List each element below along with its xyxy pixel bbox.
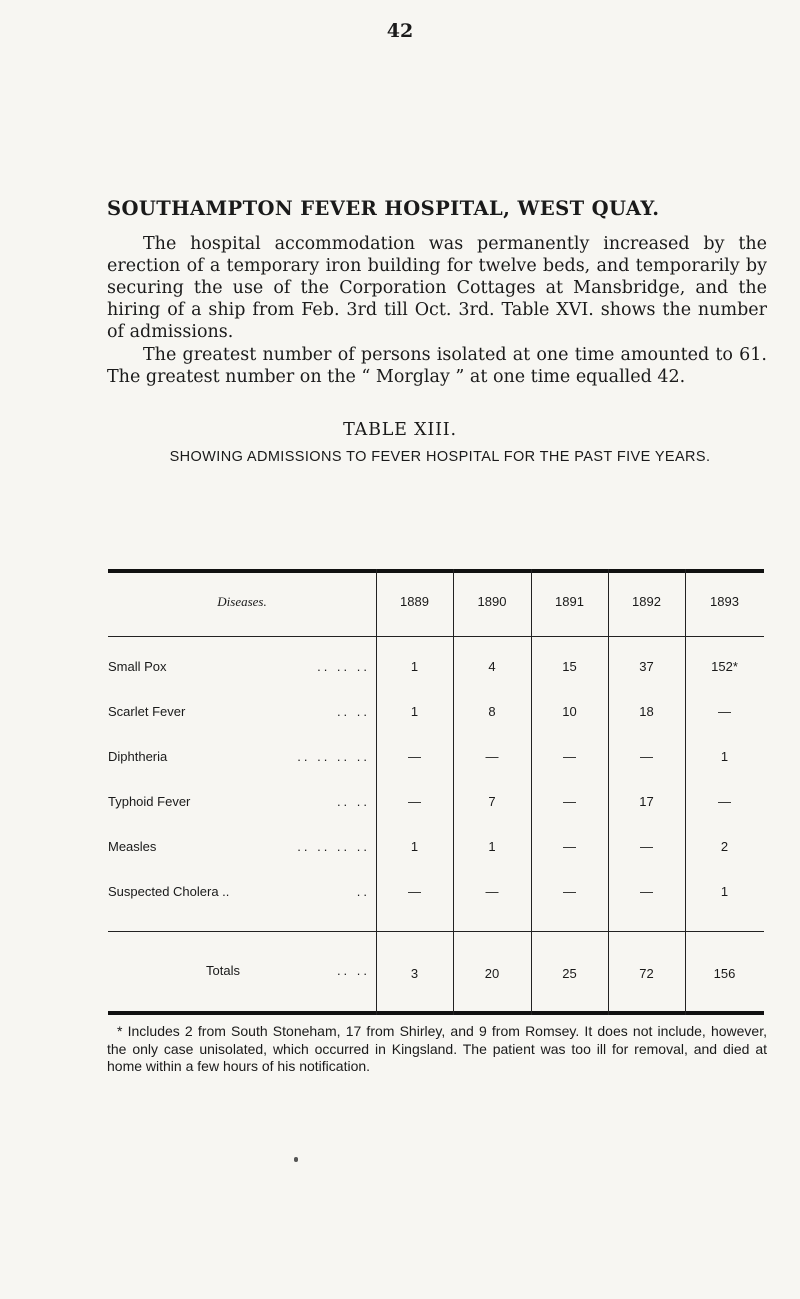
table-bottom-rule [108, 1011, 764, 1015]
totals-cell: 72 [639, 966, 654, 981]
table-cell: 1 [410, 704, 419, 719]
paragraph-isolation: The greatest number of persons isolated at one time amounted to 61. The greatest number on the “ Morglay ” at one time equalled 42. [107, 345, 767, 387]
table-cell: — [718, 794, 731, 809]
table-row-label: Measles .. .. .. .. [108, 839, 370, 854]
table-title: TABLE XIII. [343, 420, 457, 440]
table-cell: 37 [639, 659, 654, 674]
table-cell: 2 [720, 839, 729, 854]
totals-cell: 3 [410, 966, 419, 981]
page-number: 42 [386, 20, 414, 42]
header-diseases: Diseases. [217, 594, 267, 609]
table-subtitle: SHOWING ADMISSIONS TO FEVER HOSPITAL FOR THE PAST FIVE YEARS. [169, 449, 711, 465]
admissions-table [108, 569, 764, 1015]
header-year: 1889 [400, 594, 429, 609]
disease-name: Diphtheria [108, 749, 168, 764]
table-cell: 18 [639, 704, 654, 719]
table-row-label: Small Pox .. .. .. [108, 659, 370, 674]
disease-name: Scarlet Fever [108, 704, 186, 719]
table-cell: 1 [410, 659, 419, 674]
paragraph-accommodation: The hospital accommodation was permanently increased by the erection of a temporary iron building for twelve beds, and temporarily by securing the use of the Corporation Cottages at Mansbridge, and the hiring of a ship from Feb. 3rd till Oct. 3rd. Table XVI. shows the number of admissions. [107, 234, 767, 342]
table-cell: — [563, 794, 576, 809]
table-row-label: Typhoid Fever .. .. [108, 794, 370, 809]
table-cell: 1 [410, 839, 419, 854]
table-cell: — [408, 794, 421, 809]
table-footnote: * Includes 2 from South Stoneham, 17 from Shirley, and 9 from Romsey. It does not include, however, the only case unisolated, which occurred in Kingsland. The patient was too ill for removal, and died at home within a few hours of his notification. [107, 1023, 767, 1074]
table-cell: 8 [488, 704, 496, 719]
column-divider [376, 569, 377, 1015]
column-divider [608, 569, 609, 1015]
header-year: 1893 [710, 594, 739, 609]
column-divider [531, 569, 532, 1015]
totals-label: Totals .. .. [108, 963, 376, 978]
totals-cell: 20 [484, 966, 500, 981]
header-rule [108, 636, 764, 637]
table-cell: — [408, 749, 421, 764]
section-heading: SOUTHAMPTON FEVER HOSPITAL, WEST QUAY. [107, 197, 660, 220]
table-cell: — [640, 884, 653, 899]
table-cell: 17 [639, 794, 654, 809]
table-cell: 10 [562, 704, 577, 719]
table-top-rule [108, 569, 764, 573]
totals-cell: 156 [713, 966, 736, 981]
table-cell: — [563, 749, 576, 764]
table-cell: 4 [488, 659, 496, 674]
table-row-label: Diphtheria .. .. .. .. [108, 749, 370, 764]
table-cell: 1 [720, 749, 729, 764]
table-cell: — [718, 704, 731, 719]
table-cell: — [485, 884, 499, 899]
totals-text: Totals [206, 963, 240, 978]
totals-cell: 25 [562, 966, 577, 981]
disease-name: Suspected Cholera .. [108, 884, 230, 899]
table-cell: — [408, 884, 421, 899]
table-cell: 152* [711, 659, 738, 674]
header-year: 1892 [632, 594, 661, 609]
table-cell: 1 [720, 884, 729, 899]
table-cell: — [640, 749, 653, 764]
ink-speck [294, 1157, 298, 1162]
disease-name: Typhoid Fever [108, 794, 191, 809]
header-year: 1891 [555, 594, 584, 609]
disease-name: Small Pox [108, 659, 167, 674]
header-year: 1890 [477, 594, 507, 609]
table-cell: 15 [562, 659, 577, 674]
table-cell: — [563, 839, 576, 854]
table-row-label: Scarlet Fever .. .. [108, 704, 370, 719]
table-cell: — [640, 839, 653, 854]
table-row-label: Suspected Cholera .. .. [108, 884, 370, 899]
table-cell: 1 [488, 839, 496, 854]
column-divider [453, 569, 454, 1015]
table-cell: — [485, 749, 499, 764]
column-divider [685, 569, 686, 1015]
table-cell: 7 [488, 794, 496, 809]
disease-name: Measles [108, 839, 157, 854]
totals-rule [108, 931, 764, 932]
table-cell: — [563, 884, 576, 899]
